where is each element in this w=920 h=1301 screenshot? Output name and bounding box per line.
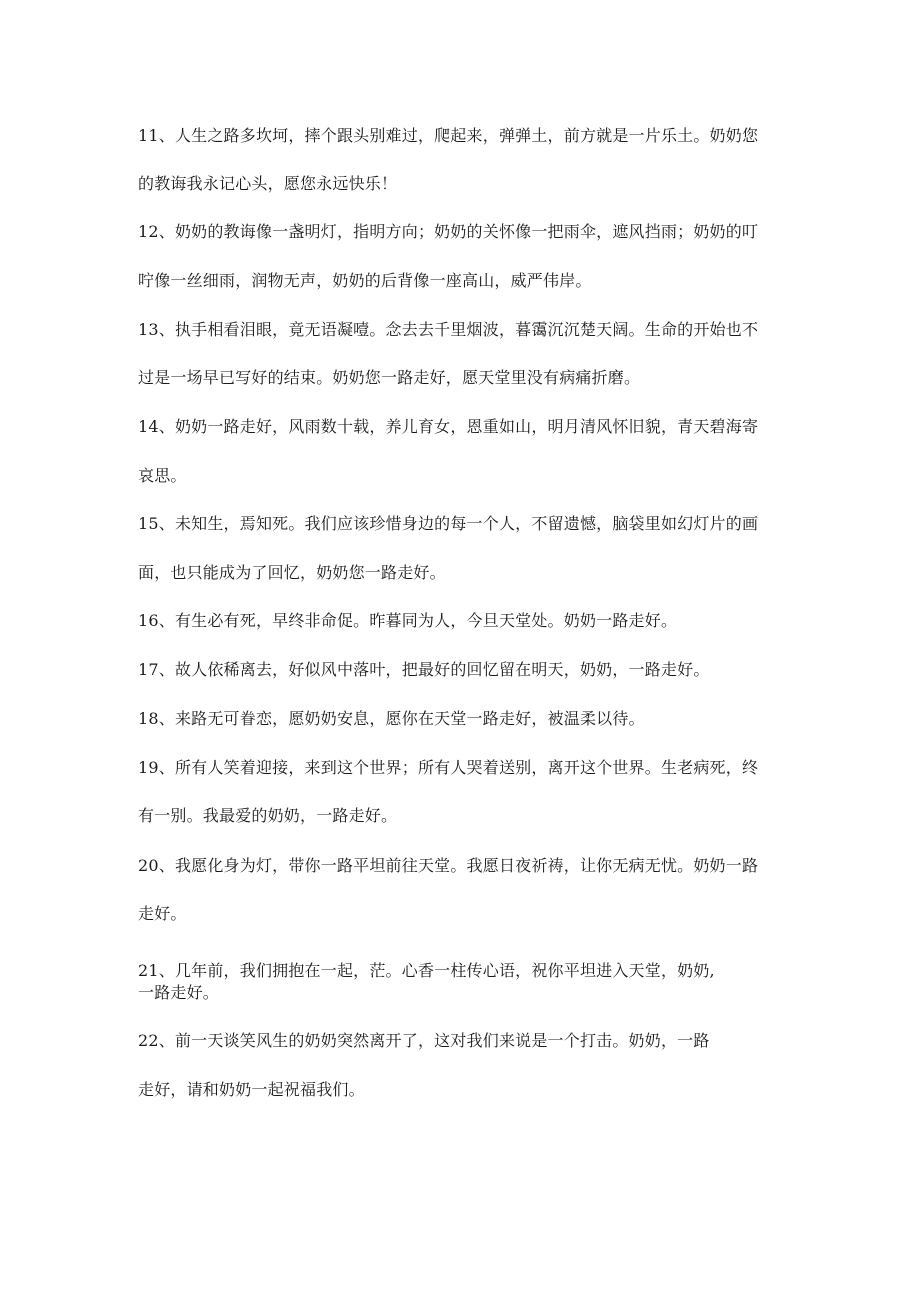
text-line-15: 有一别。我最爱的奶奶，一路走好。: [138, 806, 398, 825]
text-line-21: 走好，请和奶奶一起祝福我们。: [138, 1080, 365, 1099]
text-line-1: 11、人生之路多坎坷，摔个跟头别难过，爬起来，弹弹土，前方就是一片乐土。奶奶您: [138, 126, 759, 145]
text-line-8: 哀思。: [138, 466, 187, 485]
text-line-4: 咛像一丝细雨，润物无声，奶奶的后背像一座高山，威严伟岸。: [138, 271, 592, 290]
text-line-16: 20、我愿化身为灯，带你一路平坦前往天堂。我愿日夜祈祷，让你无病无忧。奶奶一路: [138, 856, 759, 875]
text-line-11: 16、有生必有死，早终非命促。昨暮同为人，今旦天堂处。奶奶一路走好。: [138, 611, 678, 630]
text-line-19: 一路走好。: [138, 983, 220, 1002]
text-line-7: 14、奶奶一路走好，风雨数十载，养儿育女，恩重如山，明月清风怀旧貌，青天碧海寄: [138, 417, 759, 436]
text-line-10: 面，也只能成为了回忆，奶奶您一路走好。: [138, 563, 446, 582]
text-line-20: 22、前一天谈笑风生的奶奶突然离开了，这对我们来说是一个打击。奶奶，一路: [138, 1031, 710, 1050]
text-line-2: 的教诲我永记心头，愿您永远快乐！: [138, 174, 398, 193]
text-line-14: 19、所有人笑着迎接，来到这个世界；所有人哭着送别，离开这个世界。生老病死，终: [138, 758, 759, 777]
text-line-5: 13、执手相看泪眼，竟无语凝噎。念去去千里烟波，暮霭沉沉楚天阔。生命的开始也不: [138, 320, 759, 339]
text-line-3: 12、奶奶的教诲像一盏明灯，指明方向；奶奶的关怀像一把雨伞，遮风挡雨；奶奶的叮: [138, 222, 759, 241]
text-line-13: 18、来路无可眷恋，愿奶奶安息，愿你在天堂一路走好，被温柔以待。: [138, 709, 645, 728]
text-line-9: 15、未知生，焉知死。我们应该珍惜身边的每一个人，不留遗憾，脑袋里如幻灯片的画: [138, 514, 759, 533]
text-line-12: 17、故人依稀离去，好似风中落叶，把最好的回忆留在明天，奶奶，一路走好。: [138, 660, 710, 679]
text-line-17: 走好。: [138, 904, 187, 923]
text-line-6: 过是一场早已写好的结束。奶奶您一路走好，愿天堂里没有病痛折磨。: [138, 368, 641, 387]
text-line-18: 21、几年前，我们拥抱在一起，茫。心香一柱传心语，祝你平坦进入天堂，奶奶,: [138, 961, 715, 980]
